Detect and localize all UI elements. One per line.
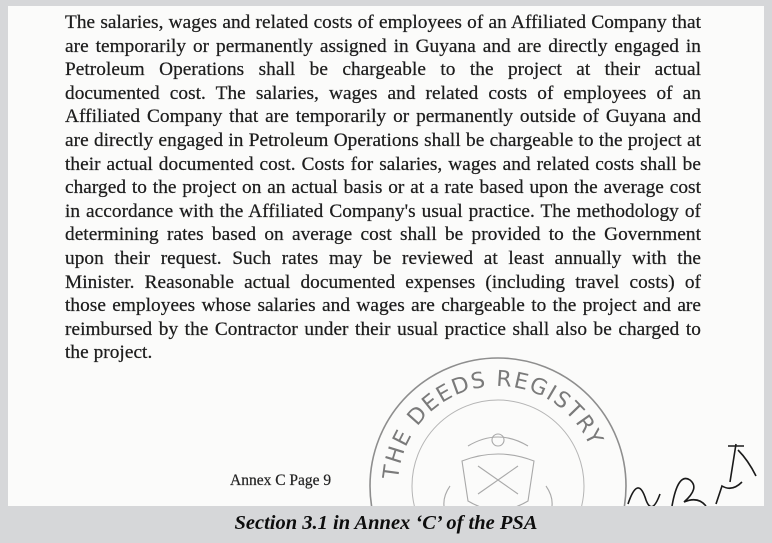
- figure-caption: Section 3.1 in Annex ‘C’ of the PSA: [234, 512, 538, 534]
- signature-mark: [608, 436, 764, 506]
- deeds-registry-stamp: [358, 336, 638, 506]
- stamp-text: THE DEEDS REGISTRY: [379, 366, 608, 481]
- page-number: Annex C Page 9: [230, 472, 332, 489]
- body-paragraph: The salaries, wages and related costs of employees of an Affiliated Company that are temporarily or permanently assigned in Guyana and are directly engaged in Petroleum Operations shall be chargeable to the project at their actual documented cost. The salaries, wages and related costs of employees of an Affiliated Company that are temporarily or permanently outside of Guyana and are directly engaged in Petroleum Operations shall be chargeable to the project at their actual documented cost. Costs for salaries, wages and related costs shall be charged to the project on an actual basis or at a rate based upon the average cost in accordance with the Affiliated Company's usual practice. The methodology of determining rates based on average cost shall be provided to the Government upon their request. Such rates may be reviewed at least annually with the Minister. Reasonable actual documented expenses (including travel costs) of those employees whose salaries and wages are chargeable to the project and are reimbursed by the Contractor under their usual practice shall also be charged to the project.: [65, 12, 701, 364]
- document-scan: [8, 6, 764, 506]
- coat-of-arms-icon: [444, 434, 552, 506]
